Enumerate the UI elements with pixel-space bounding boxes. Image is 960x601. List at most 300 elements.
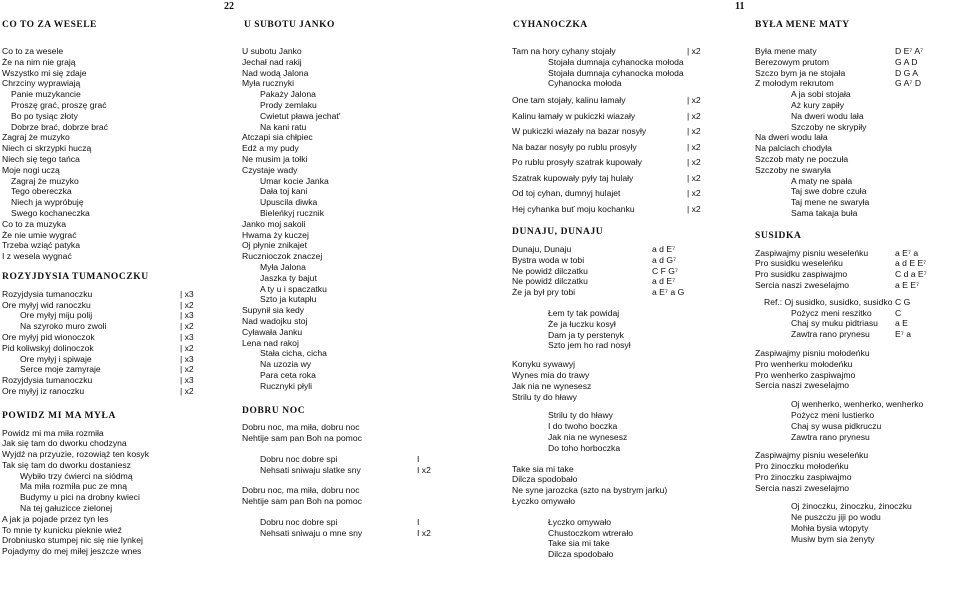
lyric-text: Na kani ratu <box>260 121 307 132</box>
chord-annotation: C F G⁷ <box>652 265 679 276</box>
lyric-line <box>242 454 502 465</box>
lyric-text: Moje nogi uczą <box>2 164 60 175</box>
lyric-text: Na szyroko muro zwoli <box>20 321 107 332</box>
lyric-line <box>242 122 502 133</box>
lyric-line <box>2 438 238 449</box>
lyric-line <box>512 319 750 330</box>
lyric-text: Że ja łuczku kosył <box>548 318 616 329</box>
lyric-line <box>242 46 502 57</box>
lyric-line <box>2 132 238 143</box>
song-header-2: U SUBOTU JANKO <box>244 20 335 30</box>
lyric-line <box>755 512 960 523</box>
lyric-text: Zaspiwajmy pisniu weseleńku <box>755 450 869 461</box>
stanza <box>755 450 960 493</box>
stanza-gap <box>755 442 960 450</box>
lyric-text: Hwama ży kuczej <box>242 229 309 240</box>
lyric-line <box>512 421 750 432</box>
lyric-text: Ne syne jarozcka (szto na bystrym jarku) <box>512 485 668 496</box>
lyric-text: Nehsati sniwaju slatke sny <box>260 464 361 475</box>
lyric-text: Mohła bysia wtopyty <box>791 523 869 534</box>
lyric-line <box>512 432 750 443</box>
lyric-text: Nehtije sam pan Boh na pomoc <box>242 433 362 444</box>
lyric-text: Tak się tam do dworku dostaniesz <box>2 459 131 470</box>
lyric-line <box>242 132 502 143</box>
lyric-line <box>242 422 502 433</box>
lyric-text: Nad wodą Jalona <box>242 67 309 78</box>
chord-annotation: a d G⁷ <box>652 254 677 265</box>
chord-annotation: C <box>895 307 902 318</box>
lyric-text: Myła Jalona <box>260 261 306 272</box>
page-number-right: 11 <box>735 1 745 12</box>
lyric-text: Pojadymy do mej miłej jeszcze wnes <box>2 546 142 557</box>
lyric-line <box>755 165 960 176</box>
lyric-line <box>755 122 960 133</box>
lyric-line <box>2 332 238 343</box>
lyric-text: Po rublu prosyły szatrak kupowały <box>512 157 642 168</box>
lyric-line <box>755 186 960 197</box>
lyric-text: Łem ty tak powidaj <box>548 307 620 318</box>
lyric-text: Zawtra rano prynesu <box>791 431 870 442</box>
stanza-gap <box>512 402 750 410</box>
lyric-text: Jak się tam do dworku chodzyna <box>2 438 127 449</box>
lyric-line <box>242 485 502 496</box>
repeat-marker: | x2 <box>687 141 701 152</box>
lyric-line <box>755 421 960 432</box>
lyric-text: Tam na hory cyhany stojały <box>512 46 616 56</box>
lyric-line <box>242 251 502 262</box>
lyric-line <box>242 230 502 241</box>
song-header-1: CO TO ZA WESELE <box>2 20 97 30</box>
lyric-text: One tam stojały, kalinu łamały <box>512 95 626 106</box>
lyric-text: W pukiczki wiazały na bazar nosyły <box>512 126 647 137</box>
lyric-line <box>2 503 238 514</box>
lyric-text: Szczo bym ja ne stojała <box>755 67 846 78</box>
stanza-gap <box>512 507 750 517</box>
lyric-line <box>242 262 502 273</box>
lyric-line <box>2 57 238 68</box>
lyric-text: Cwietut pława jechat' <box>260 110 341 121</box>
lyric-text: Szczoby ne swaryła <box>755 164 831 175</box>
lyric-line <box>2 122 238 133</box>
lyric-text: Jaszka ty bajut <box>260 272 317 283</box>
lyric-line <box>512 359 750 370</box>
lyric-text: Niech ci skrzypki huczą <box>2 143 92 154</box>
lyric-text: Lena nad rakoj <box>242 337 299 348</box>
lyric-line <box>2 321 238 332</box>
stanza <box>755 399 960 442</box>
lyric-line <box>755 359 960 370</box>
repeat-marker: | x2 <box>180 385 194 396</box>
lyric-text: Proszę grać, proszę grać <box>11 99 107 110</box>
lyric-line <box>512 46 750 57</box>
lyric-text: Wyjdź na przyuzie, rozowiąż ten kosyk <box>2 449 150 460</box>
lyric-line <box>2 471 238 482</box>
repeat-marker: | x2 <box>687 95 701 106</box>
lyric-line <box>2 428 238 439</box>
lyric-line <box>242 154 502 165</box>
stanza-gap <box>242 475 502 485</box>
stanza <box>755 297 960 340</box>
stanza <box>512 464 750 507</box>
lyric-line <box>2 176 238 187</box>
lyric-text: Ore myłyj iz ranoczku <box>2 385 85 396</box>
lyric-text: Że nie umie wygrać <box>2 229 77 240</box>
lyric-line <box>2 78 238 89</box>
lyric-line <box>512 57 750 68</box>
lyric-text: Umar kocie Janka <box>260 175 329 186</box>
lyric-line <box>242 176 502 187</box>
lyric-text: Ref.: Oj susidko, susidko, susidko <box>764 296 893 307</box>
lyric-text: Para ceta roka <box>260 369 316 380</box>
lyric-line <box>512 528 750 539</box>
lyric-line <box>2 449 238 460</box>
lyric-line <box>242 327 502 338</box>
song-title: POWIDZ MI MA MYŁA <box>2 410 116 421</box>
lyric-text: Szatrak kupowały pyły taj hulały <box>512 172 634 183</box>
lyric-line <box>2 375 238 386</box>
lyric-text: Zagraj że muzyko <box>11 175 79 186</box>
lyric-text: Rozyjdysia tumanoczku <box>2 288 93 299</box>
lyric-line <box>2 165 238 176</box>
lyric-line <box>755 176 960 187</box>
lyric-text: Panie muzykancie <box>11 89 81 100</box>
lyric-line <box>512 202 750 218</box>
lyric-line <box>755 68 960 79</box>
lyric-line <box>242 517 502 528</box>
chord-annotation: a d E⁷ <box>652 243 676 254</box>
lyric-text: Bo po tysiąc złoty <box>11 110 78 121</box>
lyric-line <box>2 197 238 208</box>
lyric-text: Jak nia ne wynesesz <box>512 380 592 391</box>
lyric-line <box>755 472 960 483</box>
lyric-line <box>512 330 750 341</box>
lyric-line <box>2 240 238 251</box>
lyric-text: Szto jem ho rad nosył <box>548 340 631 351</box>
lyric-text: Strilu ty do hławy <box>548 410 613 421</box>
lyric-line <box>2 481 238 492</box>
lyric-text: Oj wenherko, wenherko, wenherko <box>791 399 924 410</box>
lyric-text: Powidz mi ma miła rozmiła <box>2 427 104 438</box>
lyric-line <box>755 208 960 219</box>
stanza-gap <box>242 507 502 517</box>
lyric-line <box>2 68 238 79</box>
stanza-gap <box>755 493 960 501</box>
chord-annotation: C d a E⁷ <box>895 269 927 280</box>
lyric-text: Dilcza spodobało <box>512 474 578 485</box>
lyric-line <box>2 100 238 111</box>
lyric-text: Ne powidź dilczatku <box>512 276 588 287</box>
lyric-line <box>242 465 502 476</box>
lyric-text: Taj mene ne swaryła <box>791 197 870 208</box>
song-title: DOBRU NOC <box>242 405 306 416</box>
stanza <box>512 93 750 217</box>
lyric-line <box>242 381 502 392</box>
lyric-text: Do toho horboczka <box>548 442 621 453</box>
lyric-text: Wybiło trzy ćwierci na siódmą <box>20 470 133 481</box>
lyric-text: Ne puszczu jiji po wodu <box>791 512 881 523</box>
stanza <box>512 517 750 560</box>
lyric-text: Oj żinoczku, żinoczku, żinoczku <box>791 501 912 512</box>
lyric-line <box>242 186 502 197</box>
lyric-line <box>242 197 502 208</box>
lyric-text: Aż kury zapiły <box>791 99 845 110</box>
repeat-marker: | x2 <box>180 299 194 310</box>
lyric-line <box>2 251 238 262</box>
lyric-text: Na tej gałuzicce zielonej <box>20 503 113 514</box>
lyric-text: Dam ja ty perstenyk <box>548 329 624 340</box>
lyric-text: Pożycz meni lustierko <box>791 409 875 420</box>
repeat-marker: | x2 <box>180 321 194 332</box>
stanza <box>512 46 750 89</box>
stanza-gap <box>755 391 960 399</box>
lyric-line <box>755 248 960 259</box>
lyric-line <box>512 549 750 560</box>
lyric-line <box>755 89 960 100</box>
lyric-line <box>242 68 502 79</box>
lyric-line <box>242 78 502 89</box>
lyric-text: Łyczko omywało <box>512 495 576 506</box>
lyric-line <box>512 381 750 392</box>
song-title: DUNAJU, DUNAJU <box>512 227 604 238</box>
lyric-line <box>755 57 960 68</box>
stanza <box>512 308 750 351</box>
lyric-line <box>242 219 502 230</box>
repeat-marker: | x2 <box>687 126 701 137</box>
repeat-marker: | x2 <box>687 172 701 183</box>
lyric-line <box>242 316 502 327</box>
lyric-text: A ja sobi stojała <box>791 89 851 100</box>
stanza <box>242 422 502 444</box>
lyric-text: Swego kochaneczka <box>11 207 90 218</box>
lyric-text: Dobru noc, ma miła, dobru noc <box>242 485 360 496</box>
repeat-marker: | x3 <box>180 331 194 342</box>
lyric-text: Dobru noc dobre spi <box>260 453 338 464</box>
lyric-text: Ne musim ja tołki <box>242 153 308 164</box>
lyric-line <box>512 340 750 351</box>
lyric-line <box>512 255 750 266</box>
lyric-text: Rozyjdysia tumanoczku <box>2 375 93 386</box>
chord-annotation: a E⁷ a <box>895 247 919 258</box>
lyric-line <box>755 534 960 545</box>
song-header-4: BYŁA MENE MATY <box>755 20 850 30</box>
lyric-text: Ne powidź dilczatku <box>512 265 588 276</box>
lyric-text: Łyczko omywało <box>548 516 612 527</box>
lyric-line <box>242 370 502 381</box>
lyric-line <box>512 370 750 381</box>
lyric-text: Dilcza spodobało <box>548 549 614 560</box>
stanza <box>755 348 960 391</box>
lyric-line <box>242 348 502 359</box>
lyric-text: Prody zemlaku <box>260 99 317 110</box>
lyric-text: Nad wadojku stoj <box>242 315 308 326</box>
lyric-text: I do twoho boczka <box>548 421 618 432</box>
lyric-line <box>2 208 238 219</box>
lyric-line <box>2 89 238 100</box>
lyric-line <box>512 474 750 485</box>
lyric-text: Wszystko mi się zdaje <box>2 67 87 78</box>
lyric-line <box>512 464 750 475</box>
lyric-text: Cyławała Janku <box>242 326 303 337</box>
lyric-line <box>512 186 750 202</box>
lyric-line <box>2 364 238 375</box>
stanza <box>2 46 238 262</box>
stanza-gap <box>512 298 750 308</box>
lyric-line <box>242 338 502 349</box>
lyric-text: Take sia mi take <box>512 463 574 474</box>
song-column-2 <box>242 46 502 539</box>
lyric-text: Janko moj sakoli <box>242 218 306 229</box>
lyric-text: A ty u i spaczatku <box>260 283 327 294</box>
chord-annotation: C G <box>895 296 911 307</box>
lyric-line <box>512 109 750 125</box>
lyric-line <box>755 523 960 534</box>
chord-annotation: a d E E⁷ <box>895 258 927 269</box>
lyric-line <box>512 485 750 496</box>
lyric-line <box>2 354 238 365</box>
stanza-gap <box>512 351 750 359</box>
lyric-line <box>242 165 502 176</box>
repeat-marker: | x2 <box>687 110 701 121</box>
lyric-text: Ma miła rozmiła puc ze mną <box>20 481 127 492</box>
lyric-line <box>512 171 750 187</box>
lyric-line <box>512 287 750 298</box>
lyric-line <box>755 450 960 461</box>
lyric-text: Strilu ty do hławy <box>512 391 577 402</box>
stanza <box>755 248 960 291</box>
lyric-text: Myła rucznyki <box>242 78 295 89</box>
lyric-text: Stała cicha, cicha <box>260 348 327 359</box>
lyric-line <box>755 308 960 319</box>
chord-annotation: G A D <box>895 56 918 67</box>
stanza <box>755 501 960 544</box>
repeat-marker: I x2 <box>417 464 431 475</box>
lyric-text: To mnie ty kunicku pieknie wieź <box>2 524 122 535</box>
lyric-line <box>242 496 502 507</box>
song-header-3: CYHANOCZKA <box>513 20 588 30</box>
lyric-text: Sercia naszi zweselajmo <box>755 279 850 290</box>
lyric-line <box>755 410 960 421</box>
stanza <box>2 289 238 397</box>
lyric-line <box>2 492 238 503</box>
repeat-marker: | x2 <box>687 46 701 56</box>
repeat-marker: | x2 <box>687 157 701 168</box>
chord-annotation: a E⁷ a G <box>652 287 685 298</box>
lyric-text: Na palciach chodyła <box>755 143 832 154</box>
stanza <box>755 46 960 219</box>
lyric-line <box>2 460 238 471</box>
stanza <box>242 485 502 507</box>
lyric-text: Na uzozia wy <box>260 359 312 370</box>
lyric-text: Szto ja kutapłu <box>260 294 317 305</box>
repeat-marker: | x3 <box>180 288 194 299</box>
lyric-text: Drobniusko stumpej nic się nie lynkej <box>2 535 143 546</box>
lyric-text: Cyhanocka mołoda <box>548 78 622 89</box>
lyric-line <box>2 186 238 197</box>
lyric-text: Pro susidku weseleńku <box>755 258 843 269</box>
lyric-text: Pro susidku zaspiwajmo <box>755 269 848 280</box>
repeat-marker: | x2 <box>180 342 194 353</box>
lyric-text: Ore myłyj wid ranoczku <box>2 299 91 310</box>
lyric-text: Stojała dumnaja cyhanocka mołoda <box>548 67 684 78</box>
lyric-text: Chustoczkom wtrerało <box>548 527 634 538</box>
lyric-line <box>755 100 960 111</box>
stanza <box>242 454 502 476</box>
lyric-line <box>755 370 960 381</box>
lyric-text: Dobru noc, ma miła, dobru noc <box>242 422 360 433</box>
lyric-line <box>755 132 960 143</box>
lyric-line <box>2 111 238 122</box>
stanza <box>512 410 750 453</box>
lyric-text: Sama takaja buła <box>791 207 858 218</box>
lyric-text: Co to za wesele <box>2 46 64 56</box>
lyric-text: Od toj cyhan, dumnyj hulajet <box>512 188 621 199</box>
lyric-text: Dobru noc dobre spi <box>260 517 338 528</box>
lyric-line <box>242 143 502 154</box>
lyric-text: Szczoby ne skrypiły <box>791 121 867 132</box>
lyric-text: Atczapi sia chłpiec <box>242 132 313 143</box>
lyric-text: U subotu Janko <box>242 46 302 56</box>
lyric-text: Kalinu łamały w pukiczki wiazały <box>512 110 636 121</box>
lyric-text: Niech ja wypróbuję <box>11 197 84 208</box>
lyric-text: Budymy u pici na drobny kwieci <box>20 492 140 503</box>
lyric-line <box>512 78 750 89</box>
lyric-line <box>512 443 750 454</box>
lyric-line <box>512 538 750 549</box>
lyric-line <box>242 240 502 251</box>
lyric-line <box>755 501 960 512</box>
lyric-line <box>512 244 750 255</box>
lyric-text: Chaj sy wusa pidkruczu <box>791 420 882 431</box>
lyric-text: Rucznyki płyli <box>260 380 313 391</box>
song-column-3 <box>512 46 750 560</box>
lyric-line <box>242 284 502 295</box>
lyric-line <box>242 57 502 68</box>
lyric-text: Nehsati sniwaju o mne sny <box>260 527 363 538</box>
lyric-text: Berezowym prutom <box>755 56 830 67</box>
lyric-text: Pakaży Jalona <box>260 89 316 100</box>
lyric-text: Ore myłyj i spiwaje <box>20 353 92 364</box>
lyric-line <box>512 392 750 403</box>
lyric-line <box>2 289 238 300</box>
stanza-gap <box>242 444 502 454</box>
repeat-marker: | x3 <box>180 375 194 386</box>
lyric-line <box>242 294 502 305</box>
lyric-line <box>512 140 750 156</box>
lyric-line <box>2 230 238 241</box>
lyric-text: Na dweri wodu lała <box>755 132 828 143</box>
lyric-text: Z mołodym rekrutom <box>755 78 834 89</box>
repeat-marker: | x3 <box>180 353 194 364</box>
lyric-line <box>512 517 750 528</box>
lyric-text: Pro wenherku mołodeńku <box>755 358 853 369</box>
chord-annotation: a E E⁷ <box>895 279 920 290</box>
lyric-line <box>2 143 238 154</box>
chord-annotation: D G A <box>895 67 918 78</box>
lyric-line <box>2 219 238 230</box>
lyric-text: Zaspiwajmy pisniu weseleńku <box>755 247 869 258</box>
repeat-marker: | x2 <box>180 364 194 375</box>
lyric-line <box>512 93 750 109</box>
lyric-line <box>755 297 960 308</box>
lyric-text: Bieleńkyj rucznik <box>260 207 324 218</box>
lyric-line <box>242 273 502 284</box>
lyric-line <box>2 525 238 536</box>
lyric-text: Że na nim nie grają <box>2 56 76 67</box>
lyric-line <box>512 124 750 140</box>
lyric-text: A maty ne spała <box>791 175 853 186</box>
lyric-text: Taj swe dobre czuła <box>791 186 867 197</box>
lyric-text: Oj płynie znikajet <box>242 240 307 251</box>
